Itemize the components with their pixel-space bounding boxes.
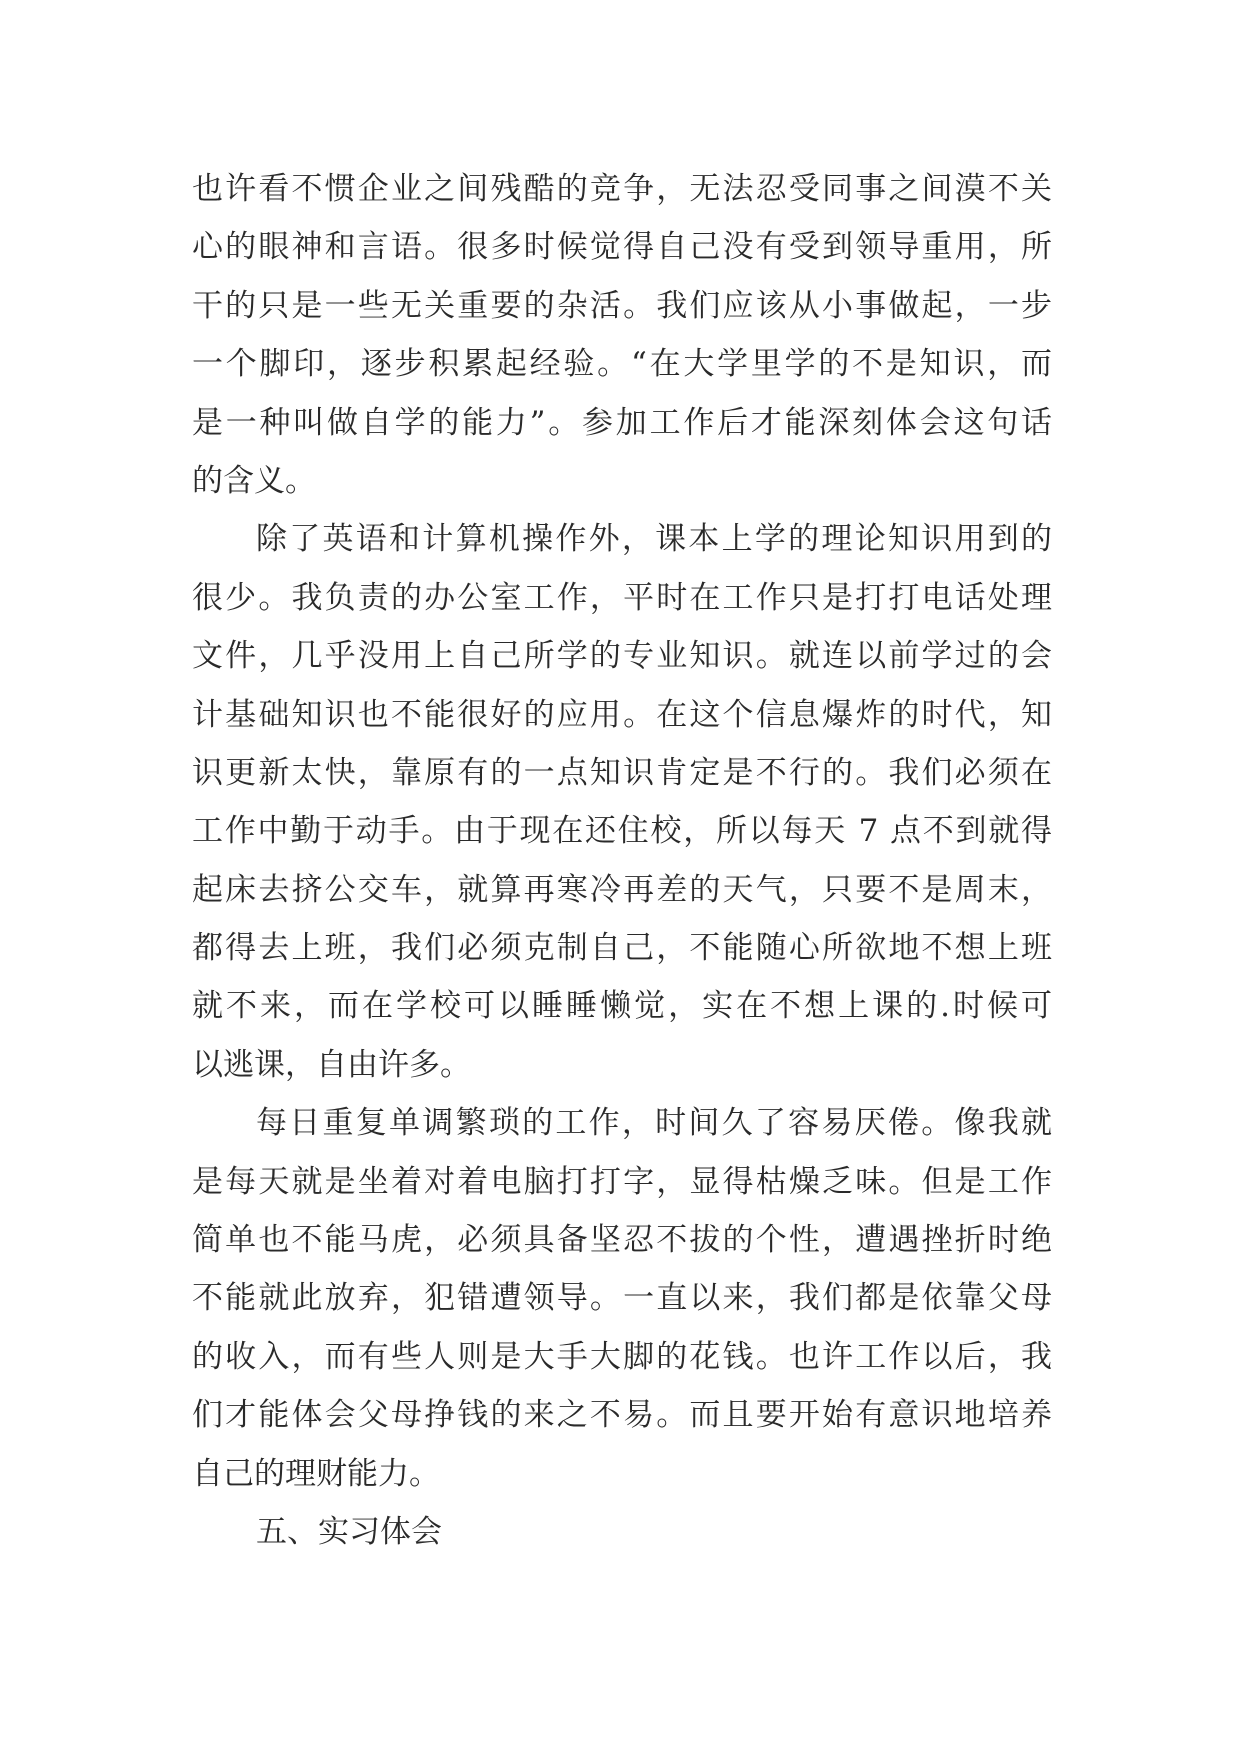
text-line: 一个脚印，逐步积累起经验。“在大学里学的不是知识，而 [192, 346, 1052, 383]
text-line: 也许看不惯企业之间残酷的竞争，无法忍受同事之间漠不关 [192, 171, 1052, 207]
section-heading: 五、实习体会 [256, 1513, 442, 1550]
text-line: 除了英语和计算机操作外，课本上学的理论知识用到的 [256, 521, 1052, 558]
text-line: 起床去挤公交车，就算再寒冷再差的天气，只要不是周末， [192, 871, 1052, 908]
text-line: 工作中勤于动手。由于现在还住校，所以每天 7 点不到就得 [192, 813, 1052, 850]
paragraph-2 [192, 510, 1052, 1094]
text-line: 简单也不能马虎，必须具备坚忍不拔的个性，遭遇挫折时绝 [192, 1222, 1052, 1259]
text-line: 是每天就是坐着对着电脑打打字，显得枯燥乏味。但是工作 [192, 1163, 1052, 1200]
text-line: 就不来，而在学校可以睡睡懒觉，实在不想上课的.时候可 [192, 988, 1052, 1025]
text-line: 很少。我负责的办公室工作，平时在工作只是打打电话处理 [192, 579, 1052, 616]
text-line: 不能就此放弃，犯错遭领导。一直以来，我们都是依靠父母 [192, 1280, 1052, 1317]
text-line: 识更新太快，靠原有的一点知识肯定是不行的。我们必须在 [192, 754, 1052, 791]
text-line: 干的只是一些无关重要的杂活。我们应该从小事做起，一步 [192, 287, 1052, 324]
document-body [192, 160, 1052, 1561]
text-line: 心的眼神和言语。很多时候觉得自己没有受到领导重用，所 [192, 229, 1052, 266]
text-line: 都得去上班，我们必须克制自己，不能随心所欲地不想上班 [192, 930, 1052, 967]
text-line: 的含义。 [192, 462, 316, 499]
text-line: 计基础知识也不能很好的应用。在这个信息爆炸的时代，知 [192, 696, 1052, 733]
text-line: 们才能体会父母挣钱的来之不易。而且要开始有意识地培养 [192, 1397, 1052, 1434]
text-line: 文件，几乎没用上自己所学的专业知识。就连以前学过的会 [192, 638, 1052, 675]
text-line: 是一种叫做自学的能力”。参加工作后才能深刻体会这句话 [192, 404, 1052, 441]
text-line: 的收入，而有些人则是大手大脚的花钱。也许工作以后，我 [192, 1338, 1052, 1375]
text-line: 每日重复单调繁琐的工作，时间久了容易厌倦。像我就 [256, 1105, 1052, 1142]
paragraph-1 [192, 160, 1052, 510]
text-line: 以逃课，自由许多。 [192, 1046, 471, 1083]
text-line: 自己的理财能力。 [192, 1455, 440, 1492]
paragraph-3 [192, 1094, 1052, 1503]
